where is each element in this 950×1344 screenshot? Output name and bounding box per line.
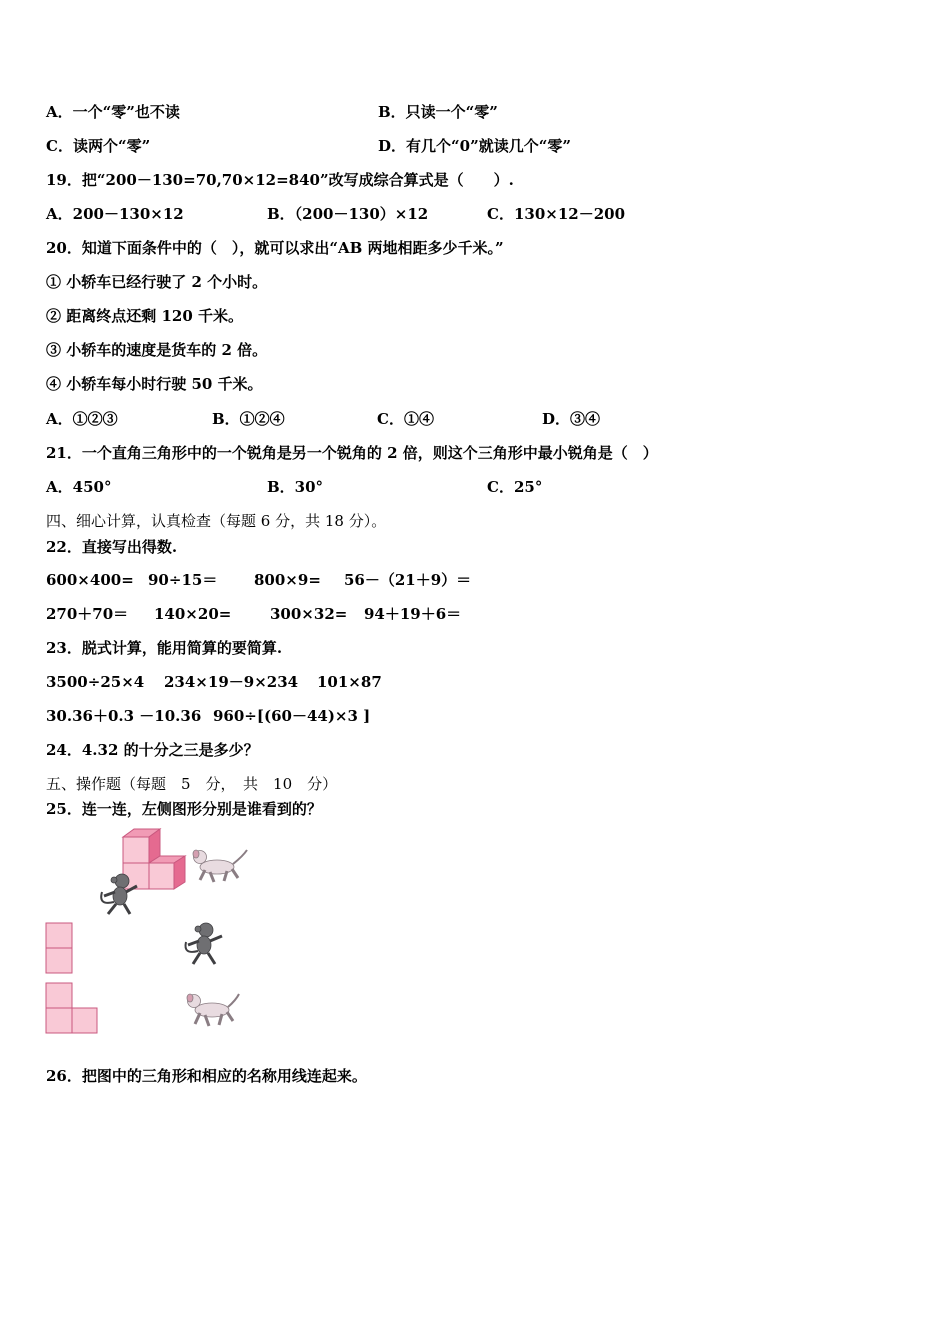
- q18-option-d: D．有几个“0”就读几个“零”: [378, 137, 571, 155]
- q19-option-a: A．200－130×12: [46, 205, 184, 223]
- q23-stem: 23．脱式计算，能用简算的要简算.: [46, 639, 283, 657]
- dog-icon: [180, 990, 242, 1034]
- view-shape-l-shape: [45, 982, 101, 1036]
- q20-condition-4: ④ 小轿车每小时行驶 50 千米。: [46, 375, 263, 393]
- q22-calc: 600×400=: [46, 571, 134, 589]
- dog-observer-icon: [193, 850, 247, 882]
- q18-option-c: C．读两个“零”: [46, 137, 151, 155]
- q20-condition-1: ① 小轿车已经行驶了 2 个小时。: [46, 273, 268, 291]
- q26-stem: 26．把图中的三角形和相应的名称用线连起来。: [46, 1067, 367, 1085]
- q23-calc: 234×19－9×234: [164, 673, 299, 691]
- q22-calc: 90÷15＝: [148, 571, 218, 589]
- q23-calc: 101×87: [317, 673, 382, 691]
- q18-option-b: B．只读一个“零”: [378, 103, 498, 121]
- q20-option-c: C．①④: [377, 410, 434, 428]
- q21-option-b: B．30°: [267, 478, 324, 496]
- q20-option-a: A．①②③: [46, 410, 118, 428]
- q19-option-c: C．130×12－200: [487, 205, 626, 223]
- q22-calc: 56－（21＋9）＝: [344, 571, 472, 589]
- view-shape-vertical-two: [45, 922, 75, 976]
- q20-stem: 20．知道下面条件中的（ ），就可以求出“AB 两地相距多少千米。”: [46, 239, 504, 257]
- q21-option-c: C．25°: [487, 478, 543, 496]
- section-four-heading: 四、细心计算，认真检查（每题 6 分，共 18 分）。: [46, 512, 387, 530]
- q21-stem: 21．一个直角三角形中的一个锐角是另一个锐角的 2 倍，则这个三角形中最小锐角是（ ）: [46, 444, 658, 462]
- q22-calc: 140×20=: [154, 605, 232, 623]
- q20-condition-2: ② 距离终点还剩 120 千米。: [46, 307, 243, 325]
- q23-calc: 960÷[(60－44)×3 ]: [213, 707, 371, 725]
- q23-calc: 3500÷25×4: [46, 673, 145, 691]
- monkey-icon: [180, 920, 230, 968]
- q18-option-a: A．一个“零”也不读: [46, 103, 180, 121]
- q20-option-b: B．①②④: [212, 410, 285, 428]
- q20-option-d: D．③④: [542, 410, 601, 428]
- section-five-heading: 五、操作题（每题 5 分， 共 10 分）: [46, 775, 338, 793]
- q22-calc: 270＋70＝: [46, 605, 129, 623]
- cube-stack-figure: [90, 826, 255, 922]
- q23-calc: 30.36＋0.3 －10.36: [46, 707, 202, 725]
- q19-stem: 19．把“200－130=70,70×12=840”改写成综合算式是（ ）.: [46, 171, 514, 189]
- q22-stem: 22．直接写出得数.: [46, 538, 178, 556]
- q24-stem: 24．4.32 的十分之三是多少？: [46, 741, 259, 759]
- q21-option-a: A．450°: [46, 478, 112, 496]
- q22-calc: 300×32=: [270, 605, 348, 623]
- cube-stack: [123, 829, 185, 889]
- q19-option-b: B．（200－130）×12: [267, 205, 429, 223]
- q22-calc: 94＋19＋6＝: [364, 605, 462, 623]
- q25-stem: 25．连一连，左侧图形分别是谁看到的？: [46, 800, 322, 818]
- q22-calc: 800×9=: [254, 571, 321, 589]
- q20-condition-3: ③ 小轿车的速度是货车的 2 倍。: [46, 341, 268, 359]
